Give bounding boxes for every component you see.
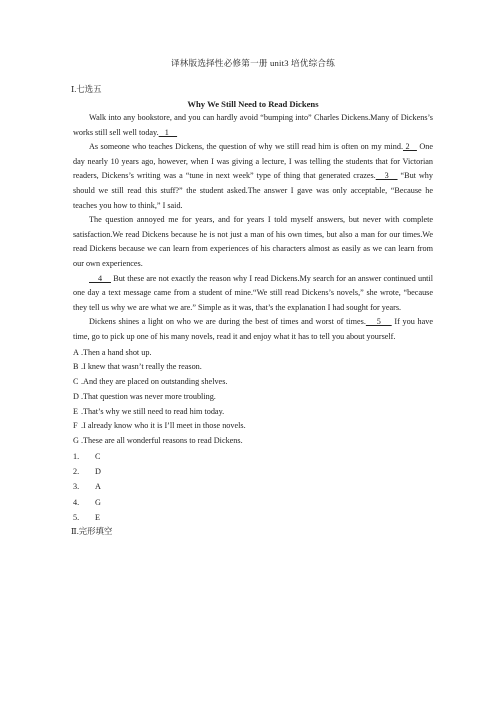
options-list	[73, 346, 433, 450]
answer-4: 4. G	[73, 497, 101, 507]
option-e: E .That’s why we still need to read him today.	[73, 406, 225, 416]
option-a: A .Then a hand shot up.	[73, 347, 152, 357]
blank-4: 4	[89, 273, 111, 283]
option-f: F .I already know who it is I’ll meet in those novels.	[73, 421, 246, 431]
section-heading-cloze: Ⅱ.完形填空	[71, 527, 113, 537]
option-c: C .And they are placed on outstanding shelves.	[73, 377, 228, 387]
paragraph-5: Dickens shines a light on who we are during the best of times and worst of times. 5 If you have time, go to pick up one of his many novels, read it and enjoy what it has to tell you about yourself.	[73, 317, 433, 341]
answer-1: 1. C	[73, 452, 101, 462]
option-b: B .I knew that wasn’t really the reason.	[73, 362, 202, 372]
answer-5: 5. E	[73, 512, 101, 522]
answer-2: 2. D	[73, 467, 101, 477]
section-heading-seven-choose-five: Ⅰ.七选五	[71, 85, 102, 94]
article-title: Why We Still Need to Read Dickens	[187, 99, 319, 109]
blank-5: 5	[365, 317, 392, 327]
answer-list	[73, 449, 433, 525]
blank-1: 1	[158, 127, 178, 137]
paragraph-3: The question annoyed me for years, and for years I told myself answers, but never with complete satisfaction.We read Dickens because he is not just a man of his own times, but also a man for our times.We read Dickens because we can learn from experiences of his characters almost as easily as we can learn from our own experiences.	[73, 215, 433, 268]
blank-3: 3	[375, 171, 398, 181]
option-d: D .That question was never more troubling.	[73, 391, 216, 401]
option-g: G .These are all wonderful reasons to read Dickens.	[73, 436, 243, 446]
paragraph-4: 4 But these are not exactly the reason why I read Dickens.My search for an answer continued until one day a text message came from a student of mine.“We still read Dickens’s novels,” she wrote, “because they tell us why we are what we are.” Simple as it was, that’s the explanation I had sought for years.	[73, 273, 434, 312]
answer-3: 3. A	[73, 482, 101, 492]
paragraph-2: As someone who teaches Dickens, the question of why we still read him is often on my mind. 2 One day nearly 10 years ago, however, when I was giving a lecture, I was telling the students that for Victorian readers, Dickens’s writing was a “tune in next week” type of thing that generated crazes. 3 “But why should we still read this stuff?” the student asked.The answer I gave was only acceptable, “Because he teaches you how to think,” I said.	[73, 142, 433, 210]
paragraph-1: Walk into any bookstore, and you can hardly avoid “bumping into” Charles Dickens.Many of Dickens’s works still sell well today. 1	[73, 113, 433, 137]
document-title: 译林版选择性必修第一册 unit3 培优综合练	[170, 58, 336, 68]
blank-2: 2	[403, 142, 417, 152]
